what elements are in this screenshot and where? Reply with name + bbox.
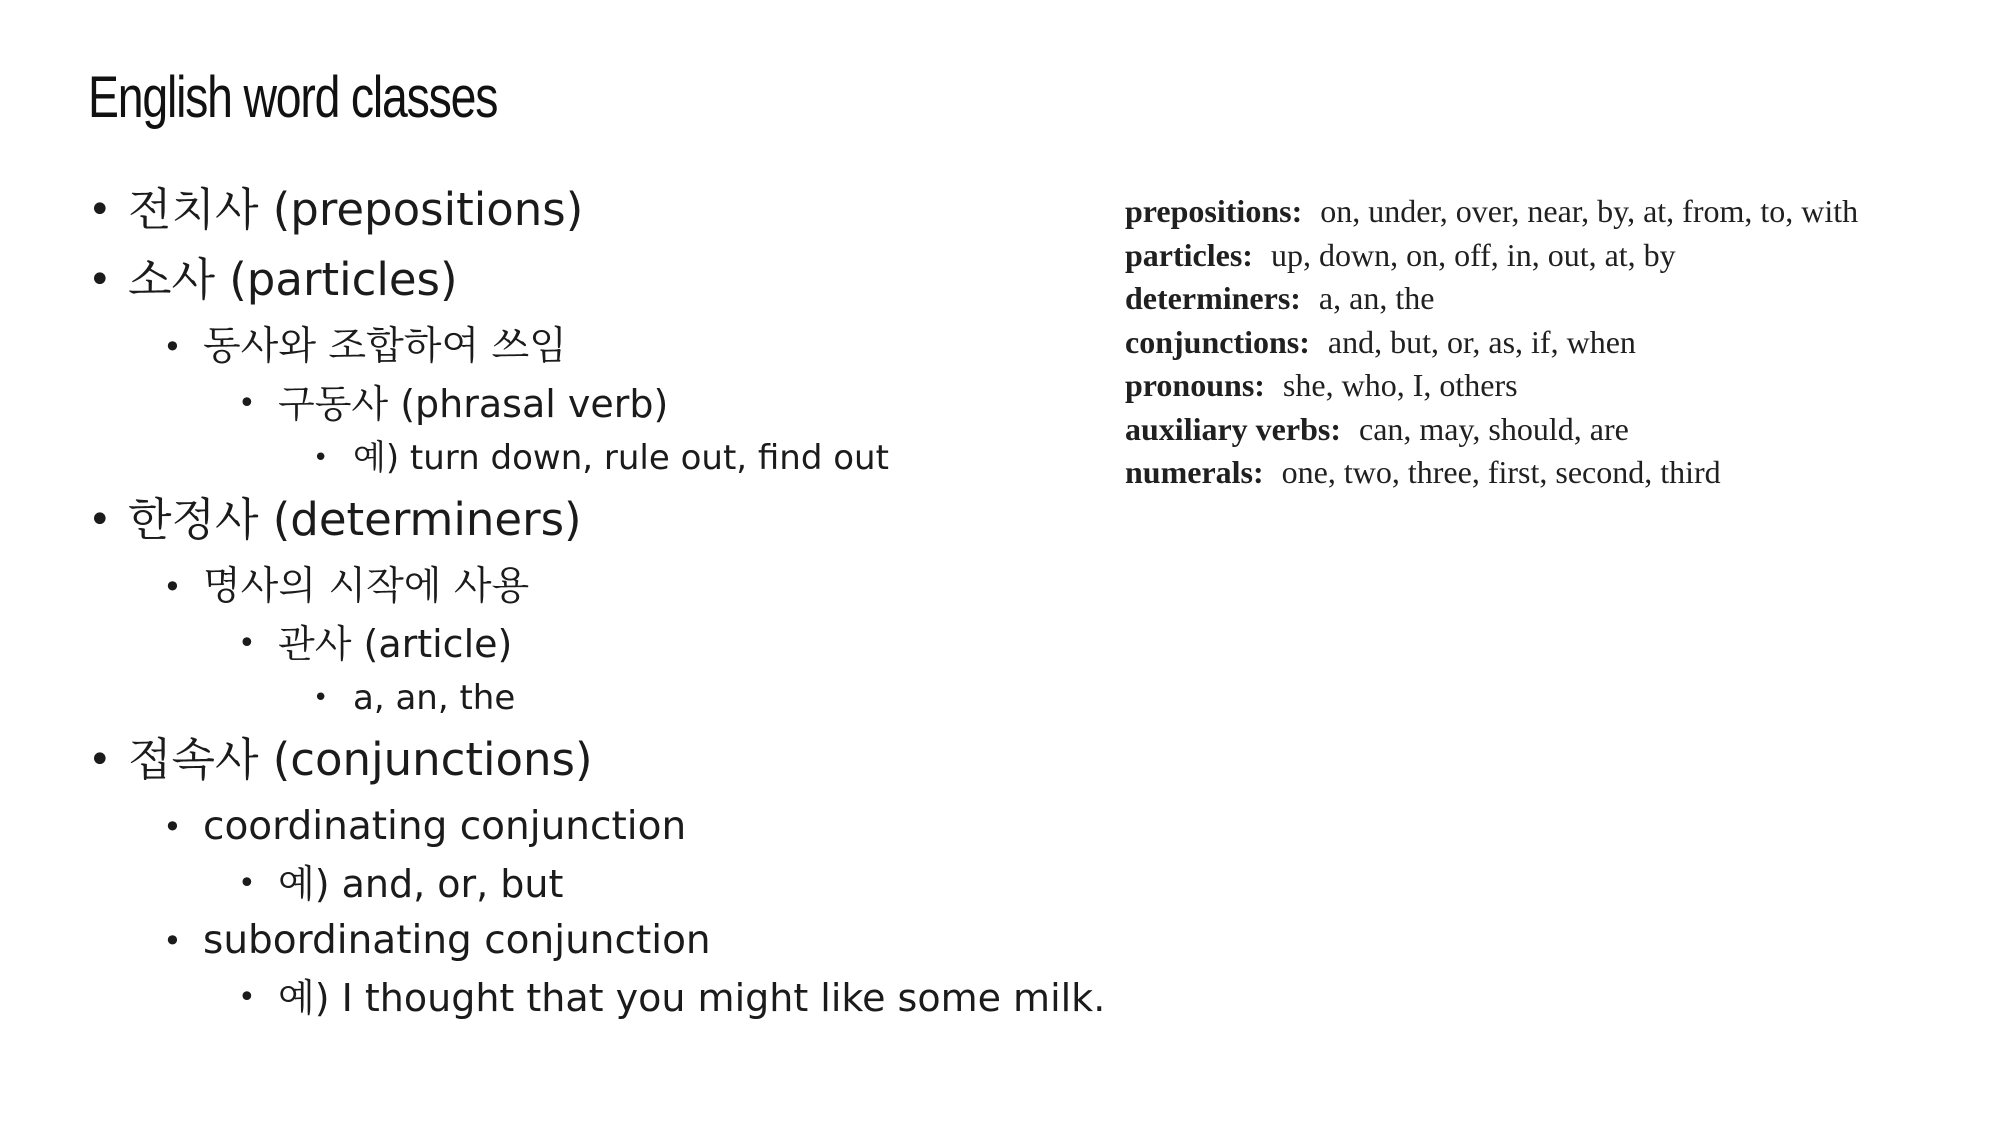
bullet-text: 한정사 (determiners) <box>128 493 582 546</box>
bullet-article <box>238 618 1238 670</box>
word-class-examples-text: up, down, on, off, in, out, at, by <box>1270 236 1676 273</box>
word-class-label: auxiliary verbs: <box>1125 410 1341 447</box>
bullet-text: 예) and, or, but <box>278 862 564 906</box>
bullet-dot: • <box>163 328 182 366</box>
slide-title: English word classes <box>88 65 498 130</box>
bullet-dot: • <box>88 257 112 303</box>
bullet-dot: • <box>163 568 182 606</box>
word-class-label: determiners: <box>1125 280 1301 316</box>
bullet-text: 예) turn down, rule out, find out <box>353 438 889 478</box>
bullet-subordinating <box>163 914 1238 968</box>
word-class-examples <box>1125 190 1858 495</box>
bullet-subordinating-example <box>238 972 1238 1024</box>
bullet-coordinating-example <box>238 858 1238 910</box>
word-class-label: conjunctions: <box>1125 323 1310 360</box>
bullet-dot: • <box>88 497 112 543</box>
bullet-phrasal-example <box>313 434 1238 482</box>
bullet-dot: • <box>163 922 182 960</box>
word-class-label: numerals: <box>1125 454 1264 490</box>
bullet-dot: • <box>163 808 182 846</box>
bullet-dot: • <box>313 443 329 473</box>
bullet-text: 전치사 (prepositions) <box>128 183 584 236</box>
bullet-text: a, an, the <box>353 678 516 718</box>
word-class-label: particles: <box>1125 236 1253 273</box>
word-class-row <box>1125 408 1858 452</box>
word-class-examples-text: she, who, I, others <box>1282 367 1518 403</box>
bullet-text: 구동사 (phrasal verb) <box>278 382 669 426</box>
bullet-dot: • <box>88 187 112 233</box>
word-class-examples-text: and, but, or, as, if, when <box>1327 323 1636 360</box>
word-class-row <box>1125 321 1858 365</box>
bullet-text: subordinating conjunction <box>203 918 711 963</box>
word-class-examples-text: a, an, the <box>1318 280 1435 316</box>
bullet-dot: • <box>238 980 256 1015</box>
bullet-prepositions <box>88 180 1238 240</box>
word-class-row <box>1125 190 1858 234</box>
bullet-text: 접속사 (conjunctions) <box>128 733 593 786</box>
word-class-row <box>1125 277 1858 321</box>
bullet-conjunctions <box>88 730 1238 790</box>
bullet-dot: • <box>88 737 112 783</box>
bullet-phrasal-verb <box>238 378 1238 430</box>
word-class-examples-text: one, two, three, first, second, third <box>1281 454 1721 490</box>
bullet-dot: • <box>238 866 256 901</box>
bullet-determiners-usage <box>163 560 1238 614</box>
word-class-row <box>1125 451 1858 495</box>
bullet-text: coordinating conjunction <box>203 804 687 849</box>
bullet-text: 예) I thought that you might like some milk. <box>278 976 1106 1020</box>
word-class-label: pronouns: <box>1125 367 1265 403</box>
bullet-text: 명사의 시작에 사용 <box>203 564 530 609</box>
bullet-particles-usage <box>163 320 1238 374</box>
bullet-article-example <box>313 674 1238 722</box>
bullet-particles <box>88 250 1238 310</box>
word-class-examples-text: on, under, over, near, by, at, from, to, with <box>1320 193 1859 229</box>
bullet-dot: • <box>238 626 256 661</box>
word-class-examples-text: can, may, should, are <box>1358 410 1629 447</box>
bullet-text: 소사 (particles) <box>128 253 458 306</box>
word-class-label: prepositions: <box>1125 193 1303 229</box>
bullet-dot: • <box>238 386 256 421</box>
word-class-row <box>1125 234 1858 278</box>
bullet-determiners <box>88 490 1238 550</box>
bullet-text: 동사와 조합하여 쓰임 <box>203 324 567 369</box>
bullet-dot: • <box>313 683 329 713</box>
word-class-row <box>1125 364 1858 408</box>
bullet-list <box>88 180 1238 1028</box>
bullet-coordinating <box>163 800 1238 854</box>
bullet-text: 관사 (article) <box>278 622 513 666</box>
